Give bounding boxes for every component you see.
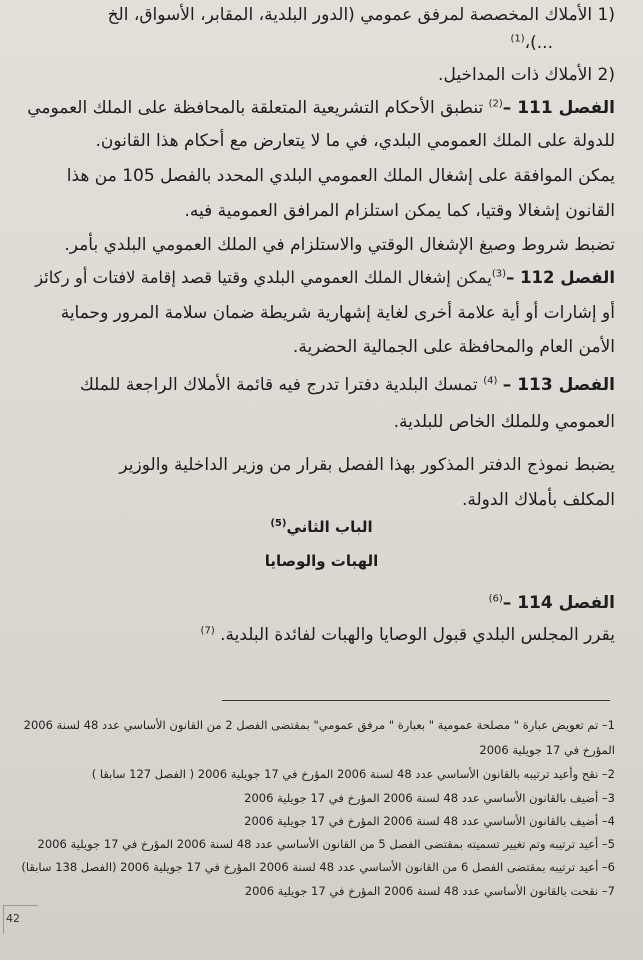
page-number: 42 <box>6 912 20 925</box>
paragraph-111b-line-2: القانون إشغالا وقتيا، كما يمكن استلزام المرافق العمومية فيه. <box>184 201 615 221</box>
article-113-line-1: الفصل 113 – $^{(4)}$ تمسك البلدية دفترا تدرج فيه قائمة الأملاك الراجعة للملك <box>79 375 615 395</box>
item-2-line: (2 الأملاك ذات المداخيل. <box>438 65 615 85</box>
footnote-2: 2– نقح وأعيد ترتيبه بالقانون الأساسي عدد 48 لسنة 2006 المؤرخ في 17 جويلية 2006 ( الفصل 127 سابقا ) <box>91 767 615 781</box>
footnote-6: 6– أعيد ترتيبه بمقتضى الفصل 6 من القانون الأساسي عدد 48 لسنة 2006 المؤرخ في 17 جويلية 2006 (الفصل 138 سابقا) <box>21 860 615 874</box>
article-114-heading: الفصل 114 –$^{(6)}$ <box>488 593 615 613</box>
paragraph-111b-line-1: يمكن الموافقة على إشغال الملك العمومي البلدي المحدد بالفصل 105 من هذا <box>66 166 615 186</box>
article-111-line-2: للدولة على الملك العمومي البلدي، في ما لا يتعارض مع أحكام هذا القانون. <box>95 131 615 151</box>
footnote-1-line-2: المؤرخ في 17 جويلية 2006 <box>479 743 615 757</box>
article-111-line-1: الفصل 111 –$^{(2)}$ تنطبق الأحكام التشريعية المتعلقة بالمحافظة على الملك العمومي <box>27 98 615 118</box>
footnote-7: 7– نقحت بالقانون الأساسي عدد 48 لسنة 2006 المؤرخ في 17 جويلية 2006 <box>244 884 615 898</box>
item-1-line: (1 الأملاك المخصصة لمرفق عمومي (الدور البلدية، المقابر، الأسواق، الخ <box>107 5 615 25</box>
footnote-separator <box>222 700 610 701</box>
paragraph-111c: تضبط شروط وصيغ الإشغال الوقتي والاستلزام في الملك العمومي البلدي بأمر. <box>64 235 615 255</box>
paragraph-113b-line-1: يضبط نموذج الدفتر المذكور بهذا الفصل بقرار من وزير الداخلية والوزير <box>119 455 615 475</box>
footnote-4: 4– أضيف بالقانون الأساسي عدد 48 لسنة 2006 المؤرخ في 17 جويلية 2006 <box>244 814 615 828</box>
footnote-1-line-1: 1– تم تعويض عبارة " مصلحة عمومية " بعبارة " مرفق عمومي" بمقتضى الفصل 2 من القانون الأساسي عدد 48 لسنة 2006 <box>23 718 615 732</box>
article-112-line-1: الفصل 112 –$^{(3)}$يمكن إشغال الملك العمومي البلدي وقتيا قصد إقامة لافتات أو ركائز <box>35 268 615 287</box>
section-subtitle: الهبات والوصايا <box>264 552 379 570</box>
footnote-5: 5– أعيد ترتيبه وتم تغيير تسميته بمقتضى الفصل 5 من القانون الأساسي عدد 48 لسنة 2006 المؤرخ في 17 جويلية 2006 <box>37 837 615 851</box>
footnote-3: 3– أضيف بالقانون الأساسي عدد 48 لسنة 2006 المؤرخ في 17 جويلية 2006 <box>244 791 615 805</box>
section-title: الباب الثاني$^{(5)}$ <box>270 518 373 536</box>
paragraph-113b-line-2: المكلف بأملاك الدولة. <box>461 490 615 510</box>
item-1-continuation: ...)،$^{(1)}$ <box>510 33 553 53</box>
article-113-line-2: العمومي وللملك الخاص للبلدية. <box>393 412 615 432</box>
article-112-line-2: أو إشارات أو أية علامة أخرى لغاية إشهارية شريطة ضمان سلامة المرور وحماية <box>60 303 615 323</box>
article-114-text: يقرر المجلس البلدي قبول الوصايا والهبات لفائدة البلدية. $^{(7)}$ <box>200 625 615 645</box>
article-112-line-3: الأمن العام والمحافظة على الجمالية الحضرية. <box>292 337 615 357</box>
